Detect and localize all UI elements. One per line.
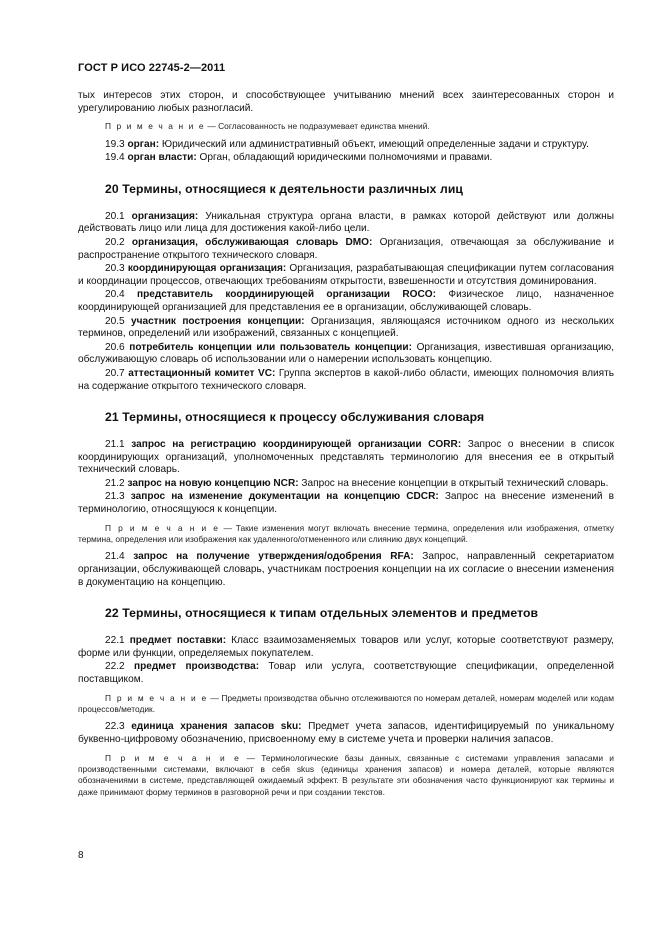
term-name: аттестационный комитет VC: — [128, 367, 276, 379]
term-20-2 — [78, 237, 614, 262]
term-21-2 — [78, 478, 614, 491]
term-name: организация: — [131, 210, 199, 222]
term-name: участник построения концепции: — [130, 315, 305, 327]
note-text: — Такие изменения могут включать внесение термина, определения или изображения, отметку термина, определения или изображения как удаленного/отмененного или слиянию двух концепций. — [78, 522, 614, 545]
note-label: П р и м е ч а н и е — [105, 121, 206, 132]
term-definition: Юридический или административный объект, имеющий определенные задачи и структуру. — [159, 138, 589, 150]
term-19-4 — [78, 152, 614, 165]
term-number: 20.1 — [105, 210, 132, 222]
term-number: 20.7 — [105, 367, 129, 379]
term-name: запрос на изменение документации на концепцию CDCR: — [130, 491, 439, 503]
section-heading-22: 22 Термины, относящиеся к типам отдельных элементов и предметов — [105, 606, 539, 621]
term-number: 20.5 — [105, 315, 131, 327]
term-number: 20.3 — [105, 263, 128, 275]
note-text: — Согласованность не подразумевает единства мнений. — [205, 121, 430, 132]
note-label: П р и м е ч а н и е — [105, 692, 208, 703]
term-name: запрос на регистрацию координирующей организации CORR: — [131, 439, 462, 451]
term-number: 20.6 — [105, 341, 130, 353]
term-name: предмет производства: — [133, 661, 260, 673]
document-header: ГОСТ Р ИСО 22745-2—2011 — [78, 62, 226, 74]
term-name: орган власти: — [127, 152, 197, 164]
term-definition: Запрос, направленный секретариатом организации, обслуживающей словарь, участникам построения концепции на их согласие о внесении изменения в документацию на концепцию. — [78, 551, 615, 588]
term-number: 22.2 — [105, 661, 134, 673]
term-number: 19.3 — [105, 138, 128, 150]
term-number: 22.3 — [105, 721, 132, 733]
term-definition: Организация, известившая организацию, обслуживающую словарь об использовании или о намерении использовать концепцию. — [78, 341, 614, 366]
term-definition: Уникальная структура органа власти, в рамках которой действуют или должны действовать лицо или лица для достижения какой-либо цели. — [78, 210, 615, 235]
term-name: координирующая организация: — [127, 263, 287, 275]
term-definition: Физическое лицо, назначенное координирующей организацией для представления ее в организации, обслуживающей словарь. — [78, 289, 614, 313]
note-text: — Предметы производства обычно отслеживаются по номерам деталей, номерам моделей или кодам процессов/методик. — [78, 692, 614, 715]
term-definition: Запрос на внесение изменений в терминологию, относящуюся к концепции. — [78, 491, 614, 516]
term-definition: Класс взаимозаменяемых товаров или услуг, которые соответствуют размеру, форме или функции, определяемых покупателем. — [78, 635, 614, 659]
term-definition: Товар или услуга, соответствующие спецификации, определенной поставщиком. — [78, 661, 614, 686]
term-22-1 — [78, 635, 614, 660]
note-paragraph — [78, 693, 614, 716]
term-20-6 — [78, 342, 614, 367]
term-name: потребитель концепции или пользователь концепции: — [129, 341, 412, 353]
section-heading-21: 21 Термины, относящиеся к процессу обслуживания словаря — [105, 410, 485, 425]
note-paragraph — [78, 121, 614, 132]
note-text: — Терминологические базы данных, связанные с системами управления запасами и производственными системами, включают в себя skus (единицы хранения запасов) и номера деталей, которые являются обозначениями в системе, представляющей ожидаемый эффект. В результате эти обозначения часто функционируют как термины и даже принимают форму терминов в разговорной речи и при создании текстов. — [78, 752, 614, 797]
term-20-3 — [78, 263, 614, 288]
term-name: запрос на получение утверждения/одобрения RFA: — [133, 551, 414, 563]
note-paragraph — [78, 753, 614, 799]
term-name: представитель координирующей организации ROCO: — [137, 289, 437, 301]
term-20-1 — [78, 211, 614, 236]
term-definition: Запрос о внесении в список координирующих организаций, уполномоченных представлять терминологию для внесения ее в открытый технический словарь. — [78, 439, 614, 476]
term-22-2 — [78, 661, 614, 686]
term-22-3 — [78, 721, 614, 746]
term-20-7 — [78, 368, 614, 393]
document-body — [78, 90, 614, 804]
term-definition: Группа экспертов в какой-либо области, имеющих полномочия влиять на содержание открытого технического словаря. — [78, 367, 614, 392]
term-number: 21.4 — [105, 551, 134, 563]
term-definition: Запрос на внесение концепции в открытый технический словарь. — [298, 477, 609, 489]
term-number: 22.1 — [105, 635, 130, 647]
term-number: 21.1 — [105, 439, 132, 451]
term-name: предмет поставки: — [129, 635, 227, 647]
note-label: П р и м е ч а н и е — [105, 752, 241, 763]
term-definition: Организация, разрабатывающая спецификации путем согласования и координации процессов, отвечающих требованиям открытости, взвешенности и отсутствия доминирования. — [78, 263, 615, 287]
page-number: 8 — [78, 850, 84, 861]
term-21-1 — [78, 439, 614, 477]
term-20-4 — [78, 289, 614, 314]
term-definition: Организация, отвечающая за обслуживание и распространение открытого технического словаря. — [78, 236, 614, 261]
note-paragraph — [78, 523, 614, 546]
term-number: 20.2 — [105, 236, 132, 248]
term-20-5 — [78, 316, 614, 341]
term-name: единица хранения запасов sku: — [131, 721, 302, 733]
term-21-4 — [78, 551, 614, 589]
term-number: 20.4 — [105, 289, 138, 301]
term-number: 21.3 — [105, 491, 131, 503]
term-number: 21.2 — [105, 477, 128, 489]
note-label: П р и м е ч а н и е — [105, 522, 220, 533]
intro-paragraph: тых интересов этих сторон, и способствующее учитыванию мнений всех заинтересованных сторон и урегулированию любых разногласий. — [78, 90, 614, 114]
term-21-3 — [78, 491, 614, 516]
term-definition: Организация, являющаяся источником одного из нескольких терминов, определений или изображений, связанных с концепцией. — [78, 315, 614, 340]
term-name: организация, обслуживающая словарь DMO: — [131, 236, 373, 248]
term-definition: Орган, обладающий юридическими полномочиями и правами. — [196, 152, 493, 164]
term-definition: Предмет учета запасов, идентифицируемый по уникальному буквенно-цифровому обозначению, присвоенному ему в системе учета и проверки наличия запасов. — [78, 721, 614, 746]
term-19-3 — [78, 139, 614, 152]
term-number: 19.4 — [105, 152, 128, 164]
term-name: орган: — [127, 138, 160, 150]
term-name: запрос на новую концепцию NCR: — [127, 477, 299, 489]
section-heading-20: 20 Термины, относящиеся к деятельности различных лиц — [105, 181, 464, 196]
